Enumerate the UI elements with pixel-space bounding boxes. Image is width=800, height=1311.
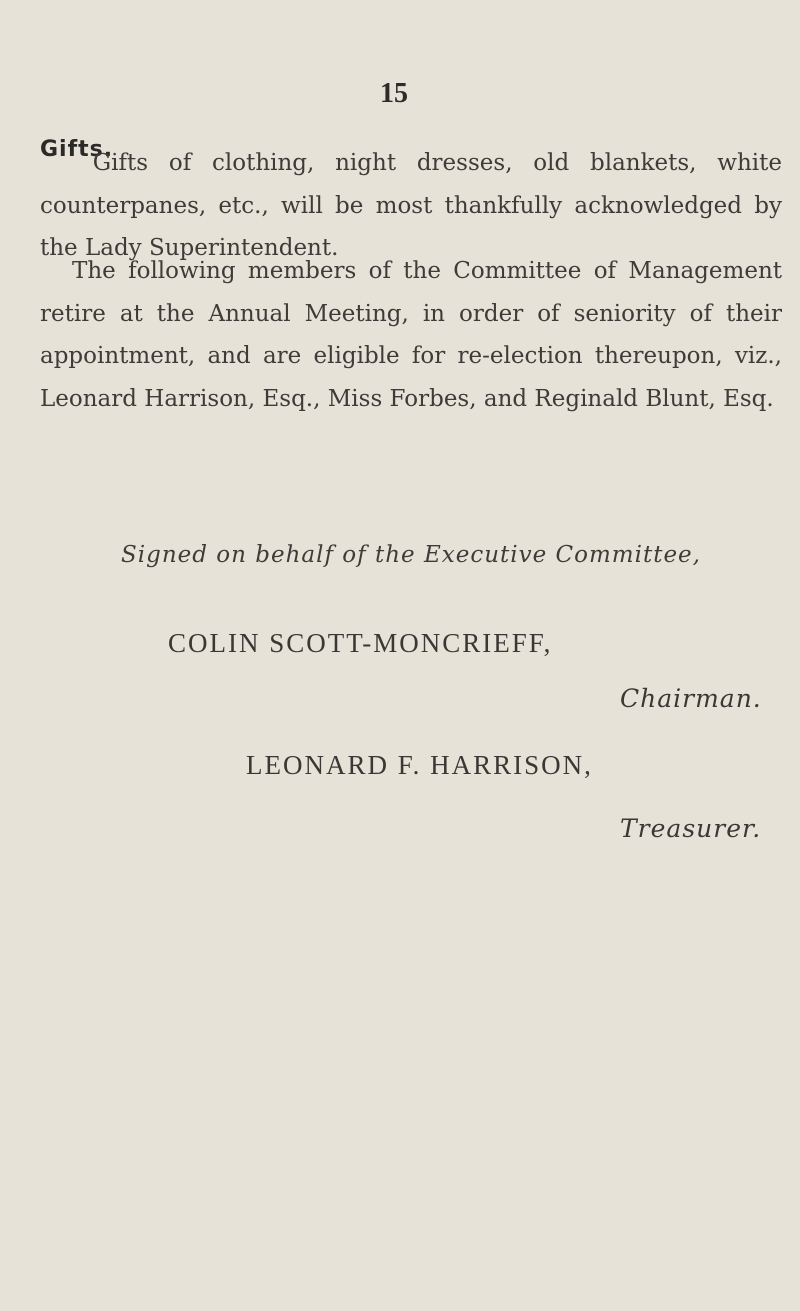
gifts-heading: Gifts. bbox=[40, 137, 114, 162]
chairman-role: Chairman. bbox=[620, 684, 762, 713]
committee-paragraph bbox=[40, 250, 782, 420]
committee-text: The following members of the Committee of Management retire at the Annual Meeting, in order of seniority of their appointment, and are eligible for re-election thereupon, viz., Leonard Harrison, Esq., Miss Forbes, and Reginald Blunt, Esq. bbox=[40, 258, 782, 412]
gifts-text: Gifts of clothing, night dresses, old blankets, white counterpanes, etc., will be most thankfully acknowledged by the Lady Superintendent. bbox=[40, 150, 782, 261]
chairman-name: COLIN SCOTT-MONCRIEFF, bbox=[168, 628, 553, 658]
page-number: 15 bbox=[380, 78, 408, 109]
signed-line: Signed on behalf of the Executive Committee, bbox=[121, 542, 701, 568]
treasurer-name: LEONARD F. HARRISON, bbox=[246, 750, 593, 780]
treasurer-role: Treasurer. bbox=[620, 814, 762, 843]
